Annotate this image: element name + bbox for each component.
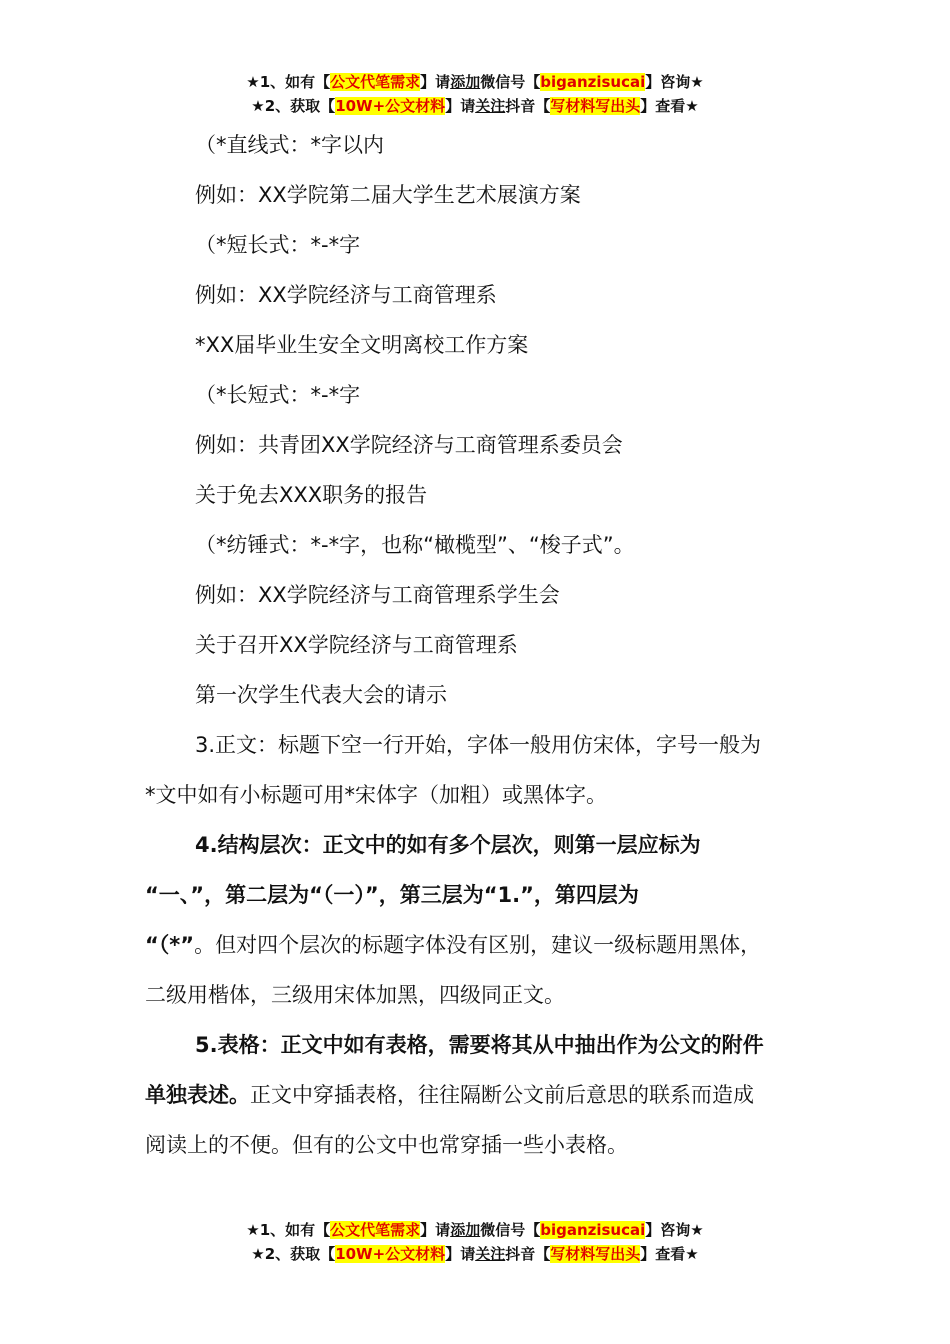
banner-highlight: biganzisucai <box>540 73 646 91</box>
banner-underline: 添加 <box>450 1221 481 1239</box>
paragraph: 例如：XX学院经济与工商管理系 <box>195 283 497 307</box>
banner-text: 】查看★ <box>640 1245 699 1263</box>
banner-highlight: 公文代笔需求 <box>330 73 421 91</box>
banner-highlight: 10W+公文材料 <box>335 97 446 115</box>
banner-highlight: biganzisucai <box>540 1221 646 1239</box>
banner-text: 】咨询★ <box>645 1221 704 1239</box>
paragraph <box>145 1080 825 1130</box>
banner-text: 】请 <box>445 1245 476 1263</box>
paragraph: 关于召开XX学院经济与工商管理系 <box>195 633 518 657</box>
paragraph: *文中如有小标题可用*宋体字（加粗）或黑体字。 <box>145 783 607 807</box>
document-body <box>145 130 825 1180</box>
banner-line-1 <box>0 1218 950 1242</box>
banner-text: ★1、如有【 <box>246 1221 331 1239</box>
bold-text: 单独表述。 <box>145 1083 250 1107</box>
paragraph: 二级用楷体，三级用宋体加黑，四级同正文。 <box>145 983 565 1007</box>
banner-text: 】查看★ <box>640 97 699 115</box>
banner-text: 抖音【 <box>505 97 551 115</box>
banner-underline: 关注 <box>475 97 506 115</box>
paragraph: *XX届毕业生安全文明离校工作方案 <box>195 333 529 357</box>
banner-text: 】请 <box>445 97 476 115</box>
plain-text: 正文中穿插表格，往往隔断公文前后意思的联系而造成 <box>250 1083 754 1107</box>
paragraph: 3.正文：标题下空一行开始，字体一般用仿宋体，字号一般为 <box>195 733 762 757</box>
paragraph: 关于免去XXX职务的报告 <box>195 483 428 507</box>
plain-text: 。但对四个层次的标题字体没有区别，建议一级标题用黑体， <box>194 933 762 957</box>
banner-highlight: 写材料写出头 <box>550 97 641 115</box>
paragraph: 例如：共青团XX学院经济与工商管理系委员会 <box>195 433 623 457</box>
banner-highlight: 写材料写出头 <box>550 1245 641 1263</box>
heading-structure: “一、”，第二层为“（一）”，第三层为“1.”，第四层为 <box>145 883 639 907</box>
paragraph: 第一次学生代表大会的请示 <box>195 683 447 707</box>
paragraph: （*纺锤式：*-*字，也称“橄榄型”、“梭子式”。 <box>195 533 635 557</box>
banner-highlight: 公文代笔需求 <box>330 1221 421 1239</box>
banner-line-2 <box>0 94 950 118</box>
paragraph: 例如：XX学院经济与工商管理系学生会 <box>195 583 560 607</box>
banner-text: ★2、获取【 <box>251 1245 336 1263</box>
banner-text: ★2、获取【 <box>251 97 336 115</box>
banner-line-2 <box>0 1242 950 1266</box>
banner-text: 微信号【 <box>480 1221 541 1239</box>
paragraph: （*直线式：*字以内 <box>195 133 384 157</box>
banner-underline: 添加 <box>450 73 481 91</box>
heading-structure: 4.结构层次：正文中的如有多个层次，则第一层应标为 <box>195 833 701 857</box>
header-banner <box>0 70 950 118</box>
banner-text: 】请 <box>420 1221 451 1239</box>
paragraph <box>145 930 825 980</box>
banner-text: ★1、如有【 <box>246 73 331 91</box>
banner-underline: 关注 <box>475 1245 506 1263</box>
banner-highlight: 10W+公文材料 <box>335 1245 446 1263</box>
banner-text: 微信号【 <box>480 73 541 91</box>
footer-banner <box>0 1218 950 1266</box>
paragraph: 例如：XX学院第二届大学生艺术展演方案 <box>195 183 581 207</box>
banner-text: 】咨询★ <box>645 73 704 91</box>
banner-text: 抖音【 <box>505 1245 551 1263</box>
paragraph: 阅读上的不便。但有的公文中也常穿插一些小表格。 <box>145 1133 628 1157</box>
paragraph: （*短长式：*-*字 <box>195 233 361 257</box>
bold-text: “（*” <box>145 933 195 957</box>
banner-text: 】请 <box>420 73 451 91</box>
heading-table: 5.表格：正文中如有表格，需要将其从中抽出作为公文的附件 <box>195 1033 764 1057</box>
banner-line-1 <box>0 70 950 94</box>
paragraph: （*长短式：*-*字 <box>195 383 361 407</box>
